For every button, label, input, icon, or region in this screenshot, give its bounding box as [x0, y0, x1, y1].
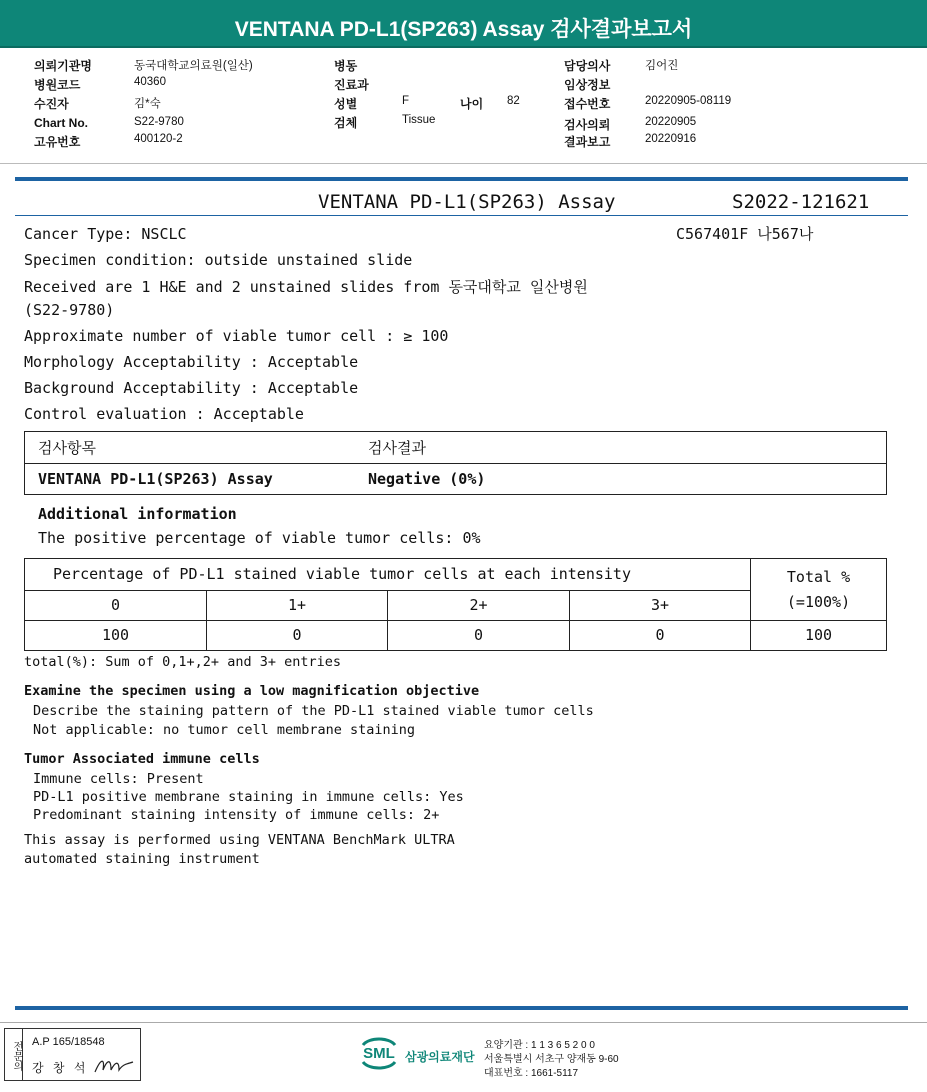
intensity-divider [24, 620, 886, 621]
sml-logo-icon [355, 1035, 403, 1071]
total-header: Total % [786, 568, 851, 586]
intensity-value: 100 [101, 626, 130, 644]
header-label: 고유번호 [34, 135, 81, 149]
header-value: Tissue [402, 114, 436, 126]
header-value: 40360 [134, 76, 166, 88]
intensity-total: 100 [804, 626, 833, 644]
header-value: 400120-2 [134, 133, 183, 145]
report-line: Control evaluation : Acceptable [24, 405, 304, 423]
top-blue-rule [15, 177, 908, 181]
table-note: total(%): Sum of 0,1+,2+ and 3+ entries [24, 654, 341, 670]
age-label: 나이 [460, 97, 484, 111]
footer-line: 서울특별시 서초구 양재동 9-60 [484, 1054, 619, 1065]
closing-line: This assay is performed using VENTANA BenchMark ULTRA [24, 832, 455, 848]
header-label: 진료과 [334, 78, 369, 92]
header-label: 임상정보 [564, 78, 611, 92]
header-label: 병동 [334, 59, 358, 73]
bottom-blue-rule [15, 1006, 908, 1010]
header-label: 검사의뢰 [564, 118, 611, 132]
report-line: Morphology Acceptability : Acceptable [24, 353, 359, 371]
intensity-level: 3+ [650, 596, 670, 614]
examine-line: Not applicable: no tumor cell membrane staining [33, 722, 416, 738]
specimen-code: C567401F 나567나 [676, 225, 814, 243]
header-value: 20220916 [645, 133, 697, 145]
age-value: 82 [507, 95, 520, 107]
header-label: 검체 [334, 116, 358, 130]
immune-title: Tumor Associated immune cells [24, 751, 260, 767]
header-label: 의뢰기관명 [34, 59, 92, 73]
footer-line: 대표번호 : 1661-5117 [484, 1068, 579, 1079]
header-value: 동국대학교의료원(일산) [134, 60, 253, 72]
stamp-label: 전문의 [5, 1029, 23, 1080]
pathologist-name: 강 창 석 [32, 1061, 89, 1075]
report-title: VENTANA PD-L1(SP263) Assay 검사결과보고서 [234, 18, 693, 41]
report-line: Specimen condition: outside unstained slide [24, 251, 413, 269]
header-value: 김어진 [645, 60, 679, 72]
examine-line: Describe the staining pattern of the PD-L1 stained viable tumor cells [33, 703, 594, 719]
intensity-value: 0 [473, 626, 484, 644]
total-header-sub: (=100%) [786, 593, 851, 611]
stamp-ap-number: A.P 165/18548 [32, 1036, 105, 1048]
footer-line: 요양기관 : 1 1 3 6 5 2 0 0 [484, 1040, 595, 1051]
result-table-divider [24, 463, 886, 464]
header-label: 접수번호 [564, 97, 611, 111]
examine-title: Examine the specimen using a low magnification objective [24, 683, 480, 699]
report-line: Received are 1 H&E and 2 unstained slides from 동국대학교 일산병원 [24, 278, 588, 296]
additional-info-title: Additional information [38, 505, 237, 523]
report-line: Background Acceptability : Acceptable [24, 379, 359, 397]
report-line: (S22-9780) [24, 301, 115, 319]
header-label: 결과보고 [564, 135, 611, 149]
header-label: 담당의사 [564, 59, 611, 73]
org-name: 삼광의료재단 [405, 1050, 475, 1064]
header-value: F [402, 95, 410, 107]
intensity-level: 0 [110, 596, 121, 614]
assay-title: VENTANA PD-L1(SP263) Assay [318, 191, 616, 213]
intensity-level: 2+ [469, 596, 488, 614]
additional-info-line: The positive percentage of viable tumor cells: 0% [38, 529, 481, 547]
footer-divider [0, 1022, 927, 1023]
header-label: 수진자 [34, 97, 69, 111]
intensity-value: 0 [292, 626, 302, 644]
header-value: 20220905 [645, 116, 697, 128]
header-value: 20220905-08119 [645, 95, 732, 107]
header-value: 김*숙 [134, 98, 161, 110]
header-value: S22-9780 [134, 116, 184, 128]
result-header-item: 검사항목 [38, 439, 96, 457]
intensity-value: 0 [655, 626, 665, 644]
title-underline [15, 215, 908, 216]
report-line: Cancer Type: NSCLC [24, 225, 187, 243]
header-divider [0, 163, 927, 164]
header-label: Chart No. [34, 116, 88, 130]
header-label: 병원코드 [34, 78, 81, 92]
result-row-item: VENTANA PD-L1(SP263) Assay [38, 470, 273, 488]
intensity-level: 1+ [287, 596, 307, 614]
pathologist-stamp [4, 1028, 141, 1081]
result-header-result: 검사결과 [368, 439, 426, 457]
closing-line: automated staining instrument [24, 851, 260, 867]
immune-line: Predominant staining intensity of immune cells: 2+ [33, 807, 440, 823]
sml-logo-text: SML [363, 1045, 395, 1062]
signature-icon [93, 1054, 137, 1076]
immune-line: Immune cells: Present [33, 771, 204, 787]
immune-line: PD-L1 positive membrane staining in immune cells: Yes [33, 789, 464, 805]
header-label: 성별 [334, 97, 358, 111]
result-row-value: Negative (0%) [368, 470, 486, 488]
intensity-header: Percentage of PD-L1 stained viable tumor cells at each intensity [53, 565, 631, 583]
report-number: S2022-121621 [732, 191, 870, 213]
report-line: Approximate number of viable tumor cell : ≥ 100 [24, 327, 449, 345]
report-title-bar [0, 0, 927, 48]
